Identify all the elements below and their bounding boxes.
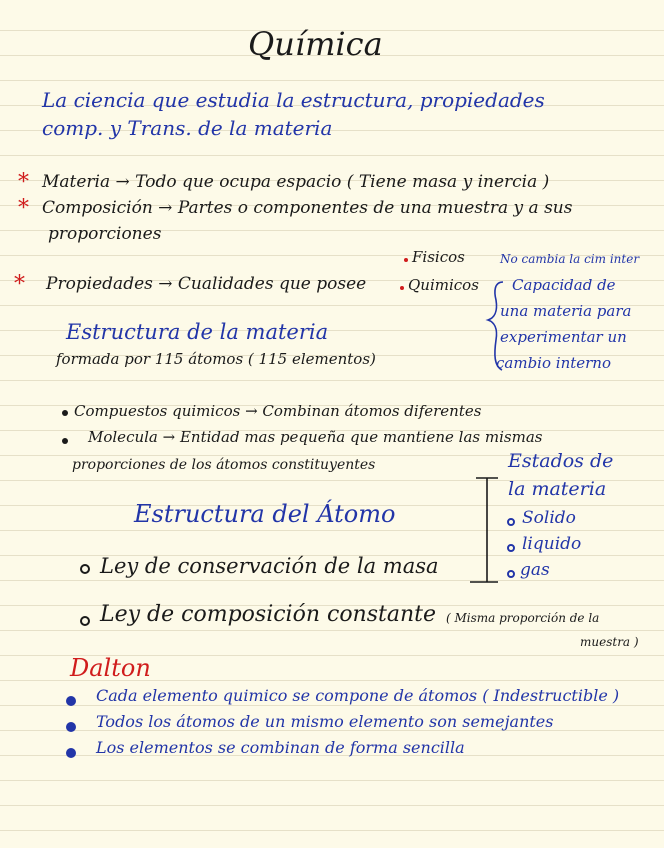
dalton-heading: Dalton bbox=[70, 654, 151, 682]
ley-composicion-note-2: muestra ) bbox=[580, 635, 639, 649]
estado-solido: Solido bbox=[522, 508, 576, 528]
circle-bullet-icon bbox=[507, 544, 515, 552]
ley-conservacion: Ley de conservación de la masa bbox=[100, 554, 439, 578]
blue-bullet-icon bbox=[66, 696, 76, 706]
bullet-icon bbox=[62, 438, 68, 444]
blue-bullet-icon bbox=[66, 722, 76, 732]
red-star-icon: * bbox=[18, 196, 29, 221]
quimicos-note-line-3: experimentar un bbox=[500, 328, 627, 346]
quimicos-label: Quimicos bbox=[408, 276, 479, 294]
definition-line-2: comp. y Trans. de la materia bbox=[42, 116, 333, 140]
red-dot-icon bbox=[400, 286, 404, 290]
estructura-atomo-heading: Estructura del Átomo bbox=[134, 500, 396, 528]
estados-heading-2: la materia bbox=[508, 478, 607, 500]
definition-line-1: La ciencia que estudia la estructura, propiedades bbox=[42, 88, 545, 112]
red-star-icon: * bbox=[14, 272, 25, 297]
circle-bullet-icon bbox=[80, 616, 90, 626]
blue-bullet-icon bbox=[66, 748, 76, 758]
red-dot-icon bbox=[404, 258, 408, 262]
estado-liquido: liquido bbox=[522, 534, 582, 554]
molecula-line-2: proporciones de los átomos constituyentes bbox=[72, 457, 376, 473]
dalton-item-1: Cada elemento quimico se compone de átomos ( Indestructible ) bbox=[96, 686, 620, 705]
estructura-materia-text: formada por 115 átomos ( 115 elementos) bbox=[56, 350, 376, 368]
circle-bullet-icon bbox=[507, 518, 515, 526]
red-star-icon: * bbox=[18, 170, 29, 195]
dalton-item-3: Los elementos se combinan de forma sencilla bbox=[96, 738, 465, 757]
page-title: Química bbox=[248, 25, 383, 63]
fisicos-label: Fisicos bbox=[412, 248, 465, 266]
composicion-line-1: Composición → Partes o componentes de una muestra y a sus bbox=[42, 198, 573, 218]
bullet-icon bbox=[62, 410, 68, 416]
dalton-item-2: Todos los átomos de un mismo elemento son semejantes bbox=[96, 712, 554, 731]
estructura-materia-heading: Estructura de la materia bbox=[66, 320, 329, 344]
estado-gas: gas bbox=[520, 560, 550, 580]
ley-composicion: Ley de composición constante bbox=[100, 602, 437, 627]
compuestos-quimicos: Compuestos quimicos → Combinan átomos diferentes bbox=[74, 402, 482, 420]
quimicos-note-line-2: una materia para bbox=[500, 302, 632, 320]
propiedades-definition: Propiedades → Cualidades que posee bbox=[46, 274, 367, 294]
estados-heading-1: Estados de bbox=[508, 450, 614, 472]
molecula-line-1: Molecula → Entidad mas pequeña que mantiene las mismas bbox=[88, 428, 543, 446]
ley-composicion-note-1: ( Misma proporción de la bbox=[446, 611, 600, 625]
composicion-line-2: proporciones bbox=[48, 224, 162, 244]
circle-bullet-icon bbox=[507, 570, 515, 578]
fisicos-note: No cambia la cim inter bbox=[500, 252, 640, 266]
quimicos-note-line-4: cambio interno bbox=[496, 354, 611, 372]
materia-definition: Materia → Todo que ocupa espacio ( Tiene masa y inercia ) bbox=[42, 172, 550, 192]
quimicos-note-line-1: Capacidad de bbox=[512, 276, 616, 294]
circle-bullet-icon bbox=[80, 564, 90, 574]
